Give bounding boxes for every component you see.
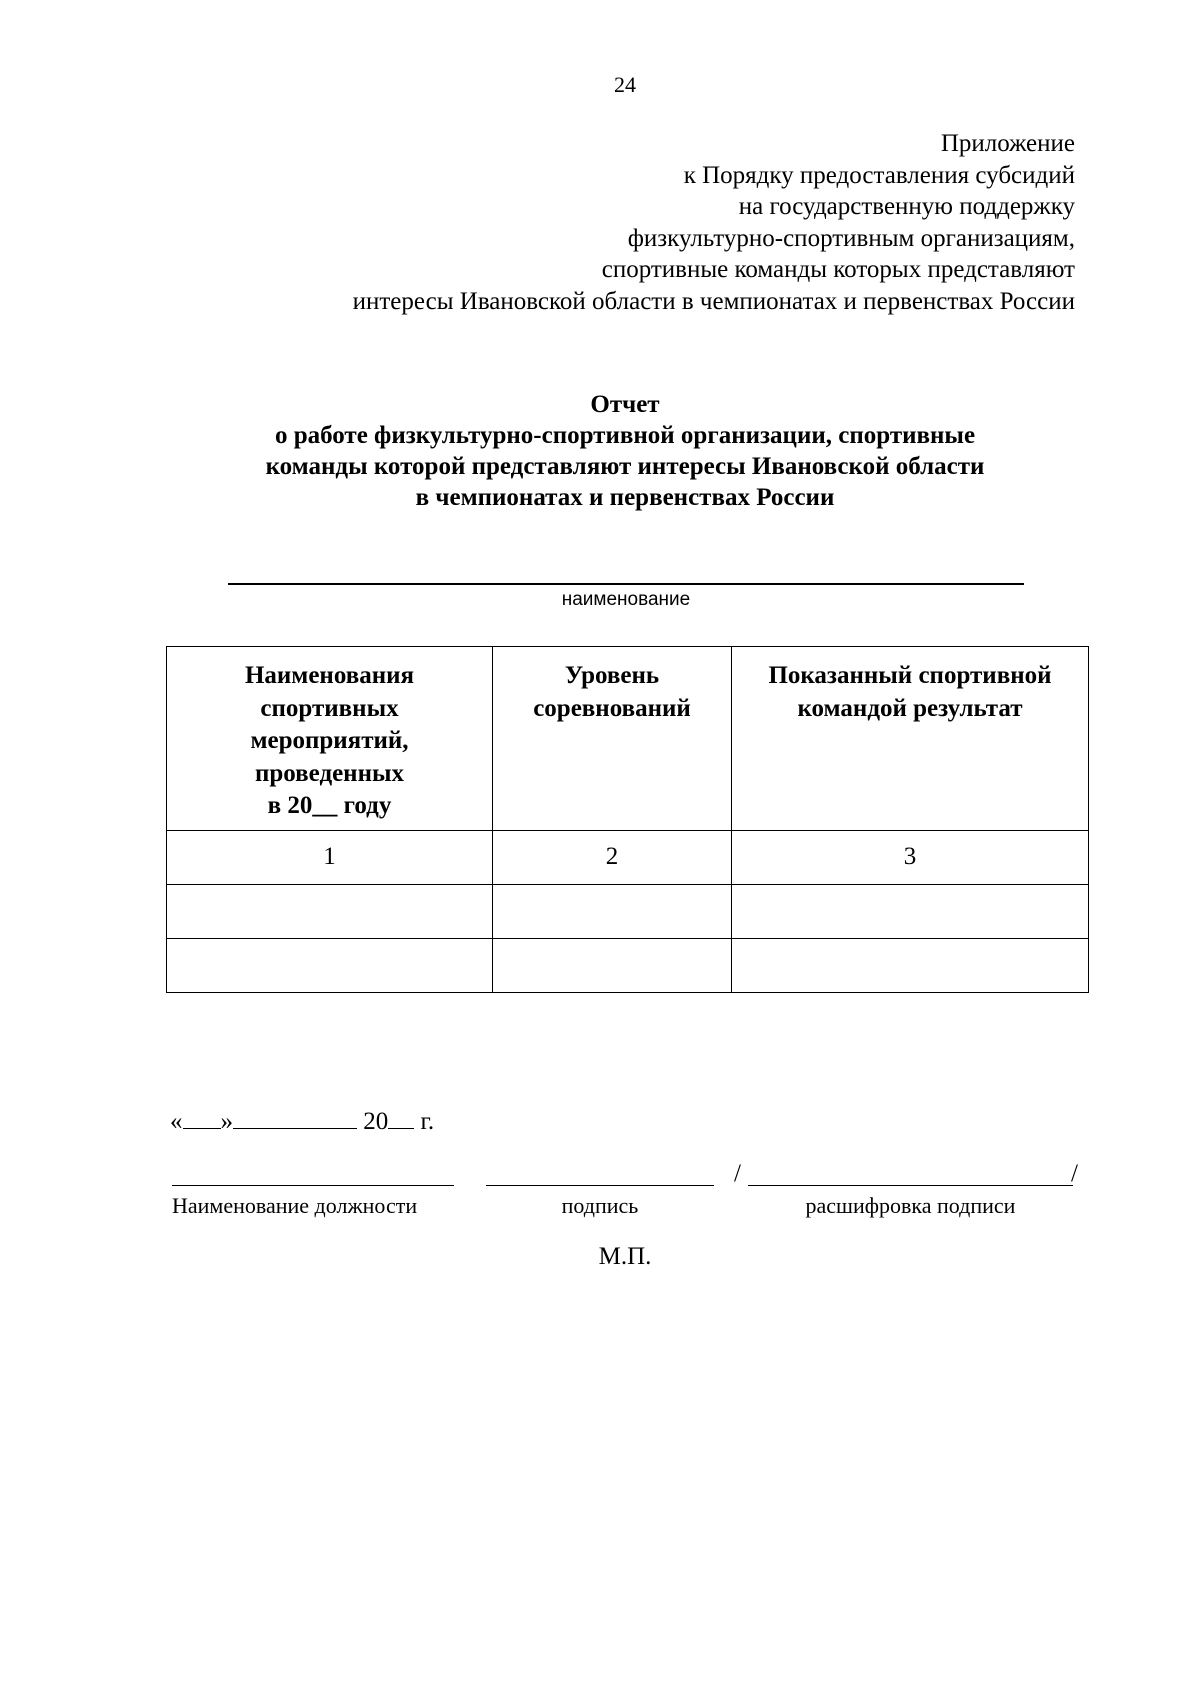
column-number: 2 <box>493 831 732 885</box>
appendix-line: к Порядку предоставления субсидий <box>683 161 1075 189</box>
header-events-label: Наименования спортивных мероприятий, проведенных в 20__ году <box>244 662 415 819</box>
column-number: 3 <box>732 831 1089 885</box>
date-day-blank <box>183 1106 221 1129</box>
position-caption: Наименование должности <box>172 1193 418 1218</box>
decoding-line <box>748 1185 1073 1186</box>
title-line: команды которой представляют интересы Ивановской области <box>265 453 985 480</box>
table-cell <box>493 885 732 939</box>
position-line <box>172 1185 454 1186</box>
table-cell <box>493 939 732 993</box>
title-line: о работе физкультурно-спортивной организации, спортивные <box>274 422 976 449</box>
header-result-label: Показанный спортивной командой результат <box>768 662 1052 722</box>
signature-caption: подпись <box>561 1193 639 1218</box>
signature-line <box>486 1185 714 1186</box>
header-result <box>732 647 1089 831</box>
appendix-line: интересы Ивановской области в чемпионатах и первенствах России <box>352 287 1075 315</box>
report-table <box>166 646 1089 993</box>
appendix-line: спортивные команды которых представляют <box>601 256 1075 283</box>
table-row <box>167 939 1089 993</box>
table-row <box>167 885 1089 939</box>
slash-right: / <box>1071 1160 1078 1187</box>
header-level-label: Уровень соревнований <box>533 662 691 722</box>
table-cell <box>167 939 493 993</box>
column-number-row <box>167 831 1089 885</box>
stamp-placeholder: М.П. <box>598 1243 652 1270</box>
appendix-line: физкультурно-спортивным организациям, <box>627 224 1075 252</box>
organization-name-line <box>228 583 1024 585</box>
date-close-quote: » <box>220 1108 233 1135</box>
date-year-blank <box>388 1106 414 1129</box>
decoding-caption: расшифровка подписи <box>805 1193 1016 1218</box>
slash-left: / <box>734 1160 741 1187</box>
appendix-line: Приложение <box>940 130 1075 157</box>
organization-caption: наименование <box>561 589 691 610</box>
page-number: 24 <box>614 72 636 97</box>
table-cell <box>732 885 1089 939</box>
table-cell <box>732 939 1089 993</box>
date-open-quote: « <box>170 1108 183 1135</box>
report-title <box>150 389 1100 513</box>
date-month-blank <box>233 1106 357 1129</box>
table-cell <box>167 885 493 939</box>
date-line <box>170 1106 434 1136</box>
header-events <box>167 647 493 831</box>
appendix-header <box>353 128 1075 317</box>
date-year-prefix: 20 <box>363 1108 389 1135</box>
date-year-suffix: г. <box>420 1108 435 1135</box>
table-header-row <box>167 647 1089 831</box>
title-line: в чемпионатах и первенствах России <box>415 484 835 511</box>
title-line: Отчет <box>590 391 660 418</box>
header-level <box>493 647 732 831</box>
appendix-line: на государственную поддержку <box>738 193 1075 220</box>
column-number: 1 <box>167 831 493 885</box>
